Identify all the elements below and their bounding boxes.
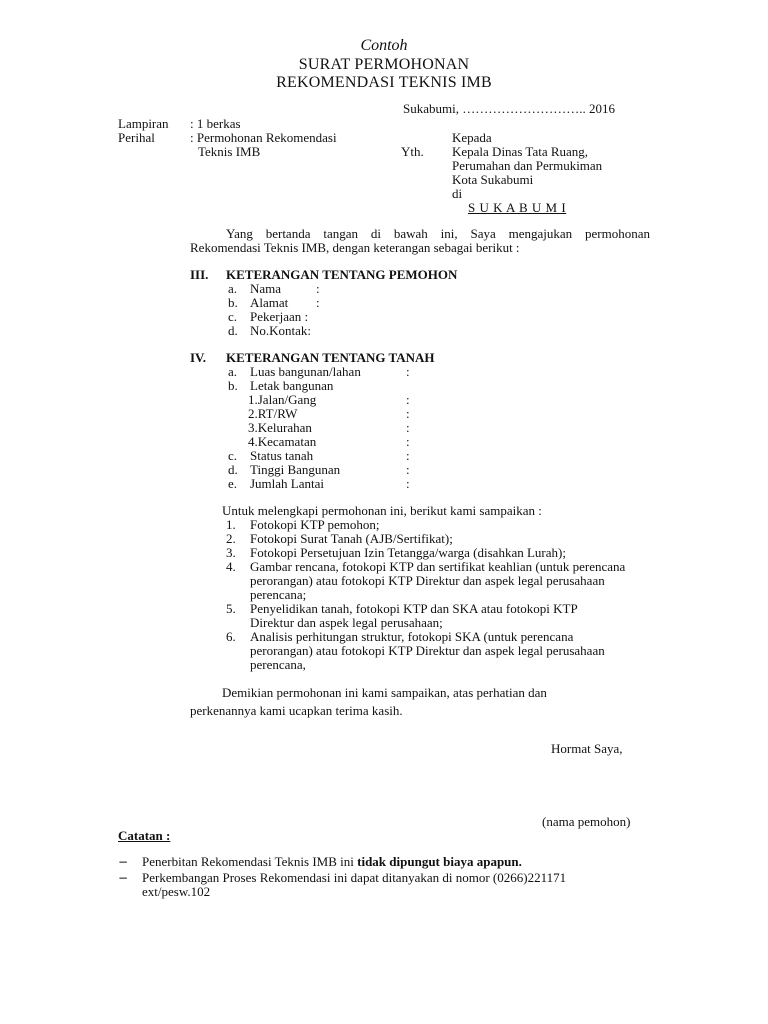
example-label: Contoh	[360, 37, 408, 54]
section3-item-colon: :	[316, 295, 320, 310]
section3-item-label: Alamat	[250, 295, 289, 310]
attachment-text: Analisis perhitungan struktur, fotokopi SKA (untuk perencana	[250, 629, 574, 644]
section4-item-letter: e.	[228, 476, 238, 491]
note-dash-icon: −	[118, 871, 129, 885]
recipient-line2: Perumahan dan Permukiman	[452, 158, 603, 173]
intro-line2: Rekomendasi Teknis IMB, dengan keterangan sebagai berikut :	[190, 240, 520, 255]
note-dash-icon: −	[118, 855, 129, 869]
section3-item-letter: a.	[228, 281, 238, 296]
attachments-intro: Untuk melengkapi permohonan ini, berikut kami sampaikan :	[222, 503, 542, 518]
attachment-number: 4.	[226, 559, 236, 574]
recipient-kepada: Kepada	[452, 130, 492, 145]
attachment-text: Fotokopi Persetujuan Izin Tetangga/warga (disahkan Lurah);	[250, 545, 566, 560]
closing-line2: perkenannya kami ucapkan terima kasih.	[190, 703, 403, 718]
section3-item-label: Nama	[250, 281, 282, 296]
section4-subitem-label: 2.RT/RW	[248, 406, 298, 421]
document-title-line1: SURAT PERMOHONAN	[298, 56, 470, 73]
section4-item-colon: :	[406, 392, 410, 407]
signature-name: (nama pemohon)	[542, 814, 631, 829]
section4-item-colon: :	[406, 434, 410, 449]
lampiran-label: Lampiran	[118, 116, 169, 131]
recipient-line1: Kepala Dinas Tata Ruang,	[452, 144, 589, 159]
section4-subitem-label: 3.Kelurahan	[248, 420, 312, 435]
section4-item-colon: :	[406, 476, 410, 491]
section4-item-label: Jumlah Lantai	[250, 476, 325, 491]
section4-number: IV.	[190, 350, 207, 365]
attachment-number: 3.	[226, 545, 236, 560]
attachment-text: Penyelidikan tanah, fotokopi KTP dan SKA atau fotokopi KTP	[250, 601, 578, 616]
section3-item-colon: :	[316, 281, 320, 296]
attachment-text: Fotokopi Surat Tanah (AJB/Sertifikat);	[250, 531, 453, 546]
perihal-value-line2: Teknis IMB	[198, 144, 261, 159]
notes-title: Catatan :	[118, 828, 171, 843]
section3-title: KETERANGAN TENTANG PEMOHON	[226, 267, 458, 282]
section4-item-label: Luas bangunan/lahan	[250, 364, 361, 379]
section4-item-letter: b.	[228, 378, 238, 393]
signature-greeting: Hormat Saya,	[551, 741, 623, 756]
section4-item-colon: :	[406, 364, 410, 379]
note-2-line2: ext/pesw.102	[142, 884, 211, 899]
section4-item-colon: :	[406, 462, 410, 477]
section4-item-label: Letak bangunan	[250, 378, 334, 393]
section3-item-letter: d.	[228, 323, 238, 338]
section4-item-colon: :	[406, 448, 410, 463]
attachment-text: perencana,	[250, 657, 306, 672]
attachment-text: Fotokopi KTP pemohon;	[250, 517, 380, 532]
lampiran-value: : 1 berkas	[190, 116, 241, 131]
section4-item-letter: c.	[228, 448, 238, 463]
attachment-text: perorangan) atau fotokopi KTP Direktur dan aspek legal perusahaan	[250, 573, 605, 588]
section3-number: III.	[190, 267, 209, 282]
section3-item-label: Pekerjaan :	[250, 309, 309, 324]
section4-title: KETERANGAN TENTANG TANAH	[226, 350, 435, 365]
note-2-line1: Perkembangan Proses Rekomendasi ini dapat ditanyakan di nomor (0266)221171	[142, 870, 567, 885]
attachment-number: 6.	[226, 629, 236, 644]
attachment-text: Gambar rencana, fotokopi KTP dan sertifikat keahlian (untuk perencana	[250, 559, 626, 574]
attachment-number: 5.	[226, 601, 236, 616]
section4-item-label: Status tanah	[250, 448, 314, 463]
section4-subitem-label: 4.Kecamatan	[248, 434, 317, 449]
attachment-text: perencana;	[250, 587, 307, 602]
attachment-number: 1.	[226, 517, 236, 532]
section3-item-letter: b.	[228, 295, 238, 310]
section3-item-label: No.Kontak:	[250, 323, 312, 338]
note-1-text: Penerbitan Rekomendasi Teknis IMB ini	[142, 854, 358, 869]
attachment-text: perorangan) atau fotokopi KTP Direktur dan aspek legal perusahaan	[250, 643, 605, 658]
section4-item-colon: :	[406, 406, 410, 421]
section4-subitem-label: 1.Jalan/Gang	[248, 392, 317, 407]
note-1	[142, 855, 522, 869]
section4-item-colon: :	[406, 420, 410, 435]
recipient-city: S U K A B U M I	[468, 200, 567, 215]
perihal-value-line1: : Permohonan Rekomendasi	[190, 130, 337, 145]
recipient-yth: Yth.	[401, 144, 424, 159]
note-1-bold: tidak dipungut biaya apapun.	[357, 854, 522, 869]
intro-line1: Yang bertanda tangan di bawah ini, Saya mengajukan permohonan	[226, 226, 650, 241]
attachment-text: Direktur dan aspek legal perusahaan;	[250, 615, 443, 630]
section4-item-letter: a.	[228, 364, 238, 379]
section4-item-label: Tinggi Bangunan	[250, 462, 341, 477]
recipient-line3: Kota Sukabumi	[452, 172, 534, 187]
section4-item-letter: d.	[228, 462, 238, 477]
place-date: Sukabumi, ……………………….. 2016	[403, 101, 615, 116]
perihal-label: Perihal	[118, 130, 155, 145]
document-title-line2: REKOMENDASI TEKNIS IMB	[276, 74, 492, 91]
attachment-number: 2.	[226, 531, 236, 546]
recipient-di: di	[452, 186, 463, 201]
section3-item-letter: c.	[228, 309, 238, 324]
closing-line1: Demikian permohonan ini kami sampaikan, atas perhatian dan	[222, 685, 547, 700]
